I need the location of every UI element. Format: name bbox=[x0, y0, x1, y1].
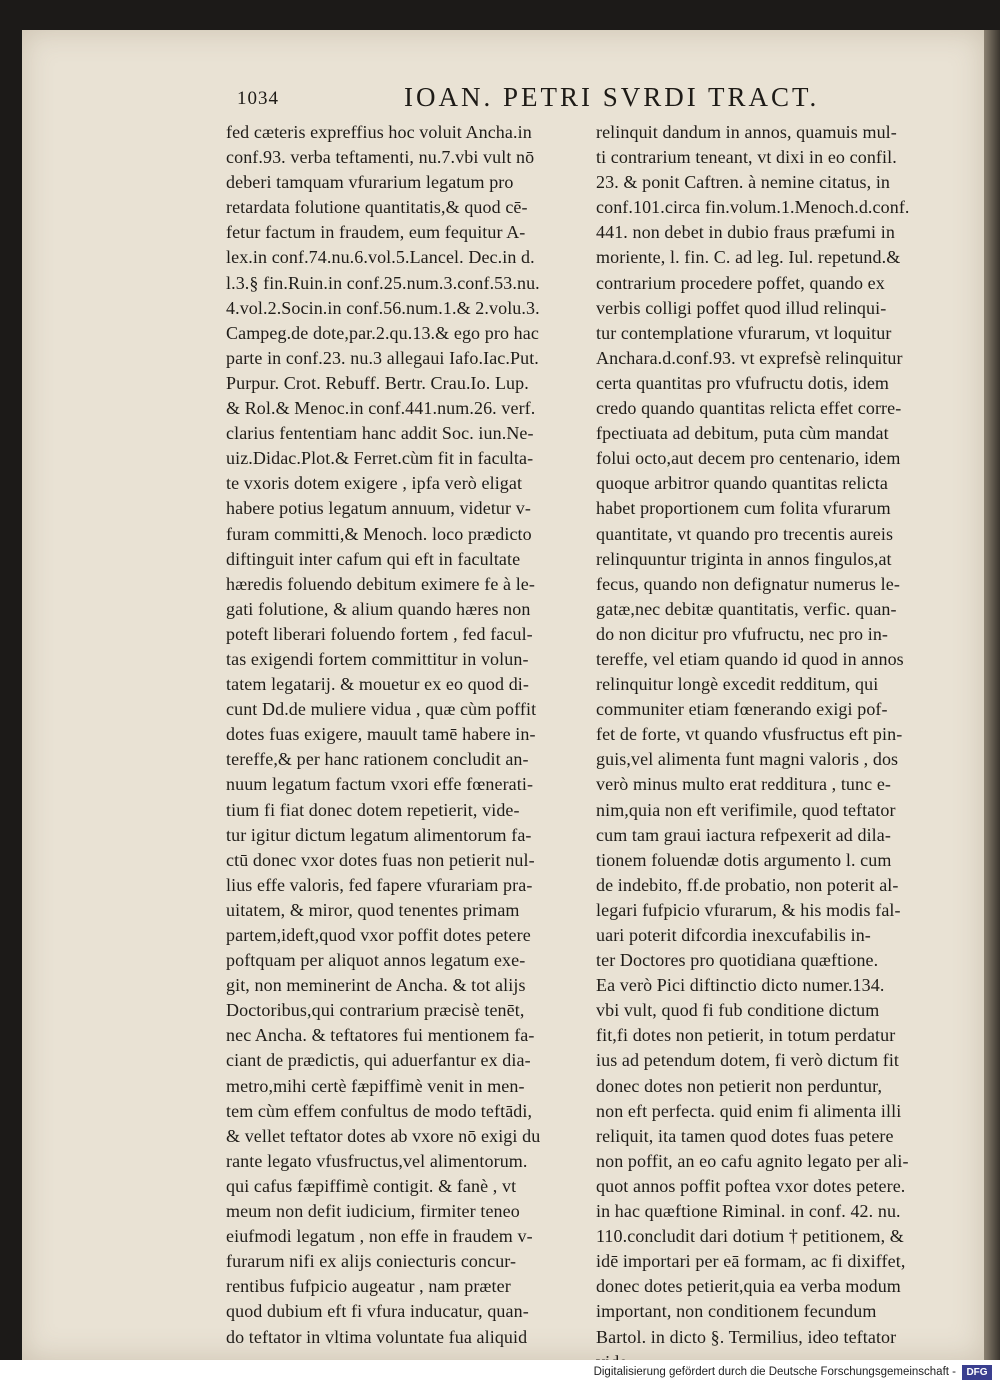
right-column-line: donec dotes petierit,quia ea verba modum bbox=[596, 1276, 901, 1297]
left-column-line: tas exigendi fortem committitur in volun- bbox=[226, 648, 529, 669]
right-column-line: do non dicitur pro vfufructu, nec pro in- bbox=[596, 623, 889, 644]
right-column-line: moriente, l. fin. C. ad leg. Iul. repetund.& bbox=[596, 247, 901, 268]
right-column-line: fet de forte, vt quando vfusfructus eft pin- bbox=[596, 724, 903, 745]
right-column-line: habet proportionem cum folita vfurarum bbox=[596, 498, 891, 519]
left-column-line: furarum nifi ex alijs coniecturis concur- bbox=[226, 1251, 517, 1272]
left-column-line: tereffe,& per hanc rationem concludit an- bbox=[226, 749, 529, 770]
left-column-line: fed cæteris expreffius hoc voluit Ancha.in bbox=[226, 122, 532, 142]
left-column-line: poftquam per aliquot annos legatum exe- bbox=[226, 950, 526, 971]
left-column-line: lius effe valoris, fed fapere vfurariam pra- bbox=[226, 874, 533, 895]
right-column-line: cum tam graui iactura refpexerit ad dila- bbox=[596, 824, 891, 845]
right-column bbox=[596, 120, 954, 1375]
right-column-line: ti contrarium teneant, vt dixi in eo confil. bbox=[596, 147, 897, 168]
right-column-line: quoque arbitror quando quantitas relicta bbox=[596, 473, 888, 494]
left-column-line: eiufmodi legatum , non effe in fraudem v- bbox=[226, 1226, 533, 1247]
dfg-logo-icon: DFG bbox=[962, 1365, 992, 1380]
left-column-line: uiz.Didac.Plot.& Ferret.cùm fit in faculta- bbox=[226, 448, 534, 469]
right-column-line: tur contemplatione vfurarum, vt loquitur bbox=[596, 322, 892, 343]
left-column-line: uitatem, & miror, quod tenentes primam bbox=[226, 899, 520, 920]
left-column-line: tur igitur dictum legatum alimentorum fa- bbox=[226, 824, 532, 845]
page-number: 1034 bbox=[237, 88, 279, 109]
left-column-line: & vellet teftator dotes ab vxore nō exigi du bbox=[226, 1125, 541, 1146]
right-column-line: 441. non debet in dubio fraus præfumi in bbox=[596, 222, 895, 243]
left-column bbox=[226, 120, 586, 1350]
right-column-line: communiter etiam fœnerando exigi pof- bbox=[596, 699, 888, 720]
left-column-line: nec Ancha. & teftatores fui mentionem fa- bbox=[226, 1025, 535, 1046]
right-column-line: legari fufpicio vfurarum, & his modis fal- bbox=[596, 899, 901, 920]
footer-bar bbox=[0, 1360, 1000, 1385]
right-column-line: fpectiuata ad debitum, puta cùm mandat bbox=[596, 423, 889, 444]
left-column-line: furam committi,& Menoch. loco prædicto bbox=[226, 523, 532, 544]
right-column-line: ter Doctores pro quotidiana quæftione. bbox=[596, 950, 879, 971]
right-column-line: quot annos poffit poftea vxor dotes petere. bbox=[596, 1175, 906, 1196]
right-column-line: idē importari per eā formam, ac fi dixiffet, bbox=[596, 1251, 906, 1272]
right-column-line: important, non conditionem fecundum bbox=[596, 1301, 877, 1322]
left-column-line: poteft liberari foluendo fortem , fed facul- bbox=[226, 623, 533, 644]
left-column-line: Doctoribus,qui contrarium præcisè tenēt, bbox=[226, 1000, 525, 1021]
right-column-line: vbi vult, quod fi fub conditione dictum bbox=[596, 1000, 880, 1021]
left-column-line: & Rol.& Menoc.in conf.441.num.26. verf. bbox=[226, 398, 536, 419]
page-edge bbox=[984, 30, 1000, 1360]
right-column-line: tionem foluendæ dotis argumento l. cum bbox=[596, 849, 892, 870]
right-column-line: Ea verò Pici diftinctio dicto numer.134. bbox=[596, 975, 885, 996]
left-column-line: ciant de prædictis, qui aduerfantur ex dia- bbox=[226, 1050, 531, 1071]
right-column-line: conf.101.circa fin.volum.1.Menoch.d.conf. bbox=[596, 197, 910, 218]
left-column-line: rante legato vfusfructus,vel alimentorum. bbox=[226, 1150, 528, 1171]
right-column-line: fecus, quando non defignatur numerus le- bbox=[596, 573, 900, 594]
right-column-line: folui octo,aut decem pro centenario, idem bbox=[596, 448, 901, 469]
left-column-line: Purpur. Crot. Rebuff. Bertr. Crau.Io. Lup. bbox=[226, 372, 529, 393]
left-column-line: hæredis foluendo debitum eximere fe à le- bbox=[226, 573, 535, 594]
left-column-line: tium fi fiat donec dotem repetierit, vide- bbox=[226, 799, 520, 820]
left-column-line: tatem legatarij. & mouetur ex eo quod di- bbox=[226, 674, 530, 695]
right-column-line: non poffit, an eo cafu agnito legato per ali- bbox=[596, 1150, 909, 1171]
left-column-line: deberi tamquam vfurarium legatum pro bbox=[226, 172, 514, 193]
left-column-line: 4.vol.2.Socin.in conf.56.num.1.& 2.volu.3. bbox=[226, 297, 540, 318]
right-column-line: fit,fi dotes non petierit, in totum perdatur bbox=[596, 1025, 896, 1046]
left-column-line: qui cafus fæpiffimè contigit. & fanè , vt bbox=[226, 1175, 517, 1196]
left-column-line: habere potius legatum annuum, videtur v- bbox=[226, 498, 531, 519]
left-column-line: parte in conf.23. nu.3 allegaui Iafo.Iac.Put. bbox=[226, 347, 539, 368]
right-column-line: in hac quæftione Riminal. in conf. 42. nu. bbox=[596, 1201, 901, 1222]
left-column-line: clarius fententiam hanc addit Soc. iun.Ne- bbox=[226, 423, 534, 444]
right-column-line: quantitate, vt quando pro trecentis aureis bbox=[596, 523, 894, 544]
right-column-line: guis,vel alimenta funt magni valoris , dos bbox=[596, 749, 899, 770]
right-column-line: verbis colligi poffet quod illud relinqui- bbox=[596, 297, 887, 318]
right-column-line: nim,quia non eft verifimile, quod teftator bbox=[596, 799, 896, 820]
left-column-line: l.3.§ fin.Ruin.in conf.25.num.3.conf.53.nu. bbox=[226, 272, 540, 293]
left-column-line: tem cùm effem confultus de modo teftādi, bbox=[226, 1100, 533, 1121]
left-column-line: cunt Dd.de muliere vidua , quæ cùm poffit bbox=[226, 699, 537, 720]
right-column-line: ius ad petendum dotem, fi verò dictum fit bbox=[596, 1050, 900, 1071]
left-column-line: dotes fuas exigere, mauult tamē habere in- bbox=[226, 724, 536, 745]
left-column-line: gati folutione, & alium quando hæres non bbox=[226, 598, 531, 619]
right-column-line: relinquitur longè excedit redditum, qui bbox=[596, 674, 879, 695]
left-column-line: partem,ideft,quod vxor poffit dotes petere bbox=[226, 925, 531, 945]
right-column-line: 23. & ponit Caftren. à nemine citatus, in bbox=[596, 172, 891, 193]
left-column-line: ctū donec vxor dotes fuas non petierit nul- bbox=[226, 849, 535, 870]
right-column-line: relinquit dandum in annos, quamuis mul- bbox=[596, 122, 897, 142]
right-column-line: gatæ,nec debitæ quantitatis, verfic. quan- bbox=[596, 598, 897, 619]
right-column-line: verò minus multo erat redditura , tunc e- bbox=[596, 774, 892, 795]
right-column-line: uari poterit difcordia inexcufabilis in- bbox=[596, 925, 871, 945]
left-column-line: fetur factum in fraudem, eum fequitur A- bbox=[226, 222, 526, 243]
left-column-line: meum non defit iudicium, firmiter teneo bbox=[226, 1201, 520, 1222]
running-title: IOAN. PETRI SVRDI TRACT. bbox=[404, 82, 820, 112]
left-column-line: git, non meminerint de Ancha. & tot alijs bbox=[226, 975, 526, 996]
left-column-line: rentibus fufpicio augeatur , nam præter bbox=[226, 1276, 511, 1297]
right-column-line: non eft perfecta. quid enim fi alimenta illi bbox=[596, 1100, 902, 1121]
left-column-line: do teftator in vltima voluntate fua aliquid bbox=[226, 1326, 528, 1347]
right-column-line: contrarium procedere poffet, quando ex bbox=[596, 272, 885, 293]
left-column-line: retardata folutione quantitatis,& quod cē- bbox=[226, 197, 528, 218]
right-column-line: de indebito, ff.de probatio, non poterit al- bbox=[596, 874, 899, 895]
left-column-line: diftinguit inter cafum qui eft in facultate bbox=[226, 548, 521, 569]
left-column-line: lex.in conf.74.nu.6.vol.5.Lancel. Dec.in d. bbox=[226, 247, 535, 268]
right-column-line: donec dotes non petierit non perduntur, bbox=[596, 1075, 883, 1096]
right-column-line: certa quantitas pro vfufructu dotis, idem bbox=[596, 372, 890, 393]
left-column-line: nuum legatum factum vxori effe fœnerati- bbox=[226, 774, 534, 795]
page-header bbox=[232, 80, 932, 120]
left-column-line: te vxoris dotem exigere , ipfa verò eligat bbox=[226, 473, 523, 494]
left-column-line: Campeg.de dote,par.2.qu.13.& ego pro hac bbox=[226, 322, 539, 343]
right-column-line: relinquuntur triginta in annos fingulos,at bbox=[596, 548, 892, 569]
right-column-line: tereffe, vel etiam quando id quod in annos bbox=[596, 648, 904, 669]
right-column-line: 110.concludit dari dotium † petitionem, & bbox=[596, 1226, 904, 1247]
funding-notice: Digitalisierung gefördert durch die Deutsche Forschungsgemeinschaft - bbox=[593, 1366, 956, 1378]
right-column-line: credo quando quantitas relicta effet corre- bbox=[596, 398, 902, 419]
left-column-line: quod dubium eft fi vfura inducatur, quan- bbox=[226, 1301, 529, 1322]
right-column-line: Bartol. in dicto §. Termilius, ideo teftator bbox=[596, 1326, 897, 1347]
right-column-line: Anchara.d.conf.93. vt exprefsè relinquitur bbox=[596, 347, 903, 368]
left-column-line: metro,mihi certè fæpiffimè venit in men- bbox=[226, 1075, 525, 1096]
left-column-line: conf.93. verba teftamenti, nu.7.vbi vult nō bbox=[226, 147, 535, 168]
right-column-line: reliquit, ita tamen quod dotes fuas petere bbox=[596, 1125, 894, 1146]
